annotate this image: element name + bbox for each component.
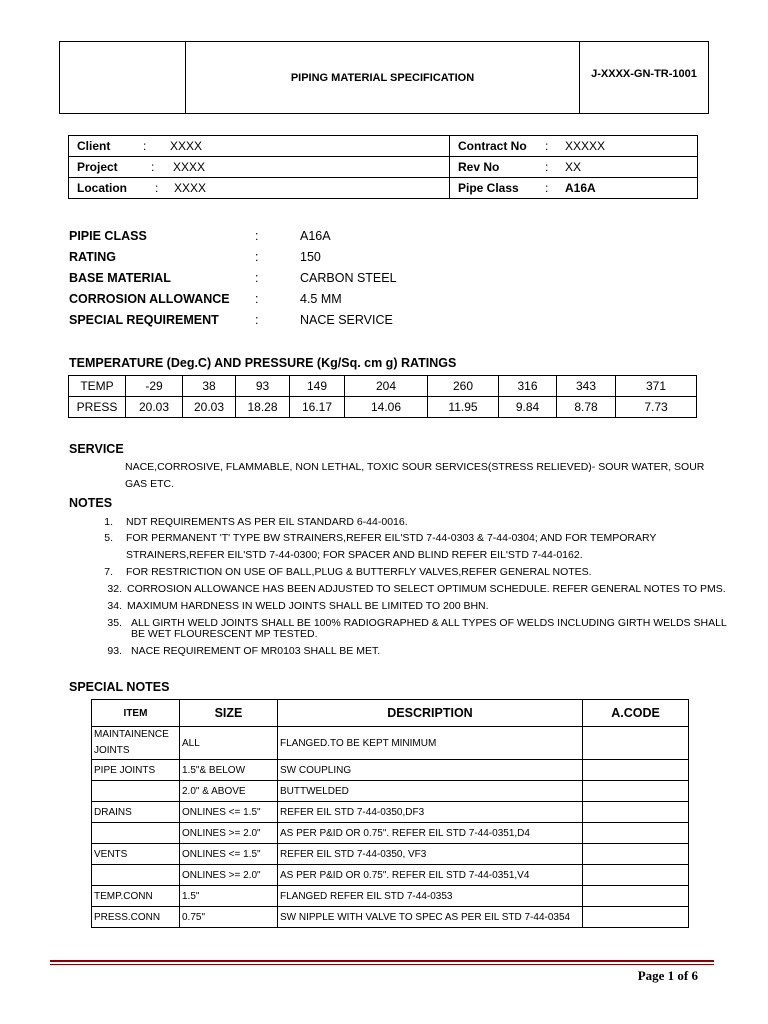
client-cell: Client : XXXX [69,136,450,157]
contract-cell: Contract No : XXXXX [450,136,698,157]
project-cell: Project : XXXX [69,157,450,178]
project-label: Project [77,160,118,174]
footer-divider [50,960,714,962]
description-header: DESCRIPTION [278,700,583,727]
footer-divider-thin [50,964,714,965]
table-header-row [92,700,689,727]
special-notes-title: SPECIAL NOTES [69,680,170,694]
pipe-class-value: A16A [565,181,596,195]
size-header: SIZE [180,700,278,727]
rev-label: Rev No [458,160,500,174]
pipe-class-label: Pipe Class [458,181,519,195]
pipe-class-cell: Pipe Class : A16A [450,178,698,199]
table-row: DRAINS ONLINES <= 1.5" REFER EIL STD 7-44-0350,DF3 [92,802,689,823]
location-label: Location [77,181,127,195]
table-row: PRESS.CONN 0.75" SW NIPPLE WITH VALVE TO SPEC AS PER EIL STD 7-44-0354 [92,907,689,928]
table-row: TEMP.CONN 1.5" FLANGED REFER EIL STD 7-44-0353 [92,886,689,907]
press-label: PRESS [69,397,126,418]
item-header: ITEM [92,700,180,727]
service-text: NACE,CORROSIVE, FLAMMABLE, NON LETHAL, TOXIC SOUR SERVICES(STRESS RELIEVED)- SOUR WATER, SOUR GAS ETC. [125,461,705,490]
page-number: Page 1 of 6 [637,968,698,983]
rev-value: XX [565,160,582,174]
table-row: MAINTAINENCE JOINTS ALL FLANGED.TO BE KEPT MINIMUM [92,727,689,760]
logo-cell [60,42,186,113]
special-notes-table [91,699,689,928]
pressure-row: PRESS 20.03 20.03 18.28 16.17 14.06 11.95 9.84 8.78 7.73 [69,397,697,418]
document-header [59,41,709,114]
document-number-cell [580,42,708,113]
contract-label: Contract No [458,139,527,153]
project-value: XXXX [173,160,206,174]
table-row: ONLINES >= 2.0" AS PER P&ID OR 0.75". REFER EIL STD 7-44-0351,V4 [92,865,689,886]
table-row: PIPE JOINTS 1.5"& BELOW SW COUPLING [92,760,689,781]
contract-value: XXXXX [565,139,606,153]
client-label: Client [77,139,111,153]
service-title: SERVICE [69,442,124,456]
rev-cell: Rev No : XX [450,157,698,178]
table-row: ONLINES >= 2.0" AS PER P&ID OR 0.75". REFER EIL STD 7-44-0351,D4 [92,823,689,844]
notes-title: NOTES [69,496,113,510]
table-row: VENTS ONLINES <= 1.5" REFER EIL STD 7-44-0350, VF3 [92,844,689,865]
temperature-row: TEMP -29 38 93 149 204 260 316 343 371 [69,376,697,397]
ratings-title: TEMPERATURE (Deg.C) AND PRESSURE (Kg/Sq. cm g) RATINGS [69,356,457,370]
pressure-temperature-table [68,375,697,418]
acode-header: A.CODE [583,700,689,727]
project-info-table [68,135,698,199]
document-title: PIPING MATERIAL SPECIFICATION [186,42,580,113]
location-cell: Location : XXXX [69,178,450,199]
temp-label: TEMP [69,376,126,397]
table-row: 2.0" & ABOVE BUTTWELDED [92,781,689,802]
client-value: XXXX [170,139,203,153]
document-number: J-XXXX-GN-TR-1001 [591,68,697,80]
location-value: XXXX [174,181,207,195]
